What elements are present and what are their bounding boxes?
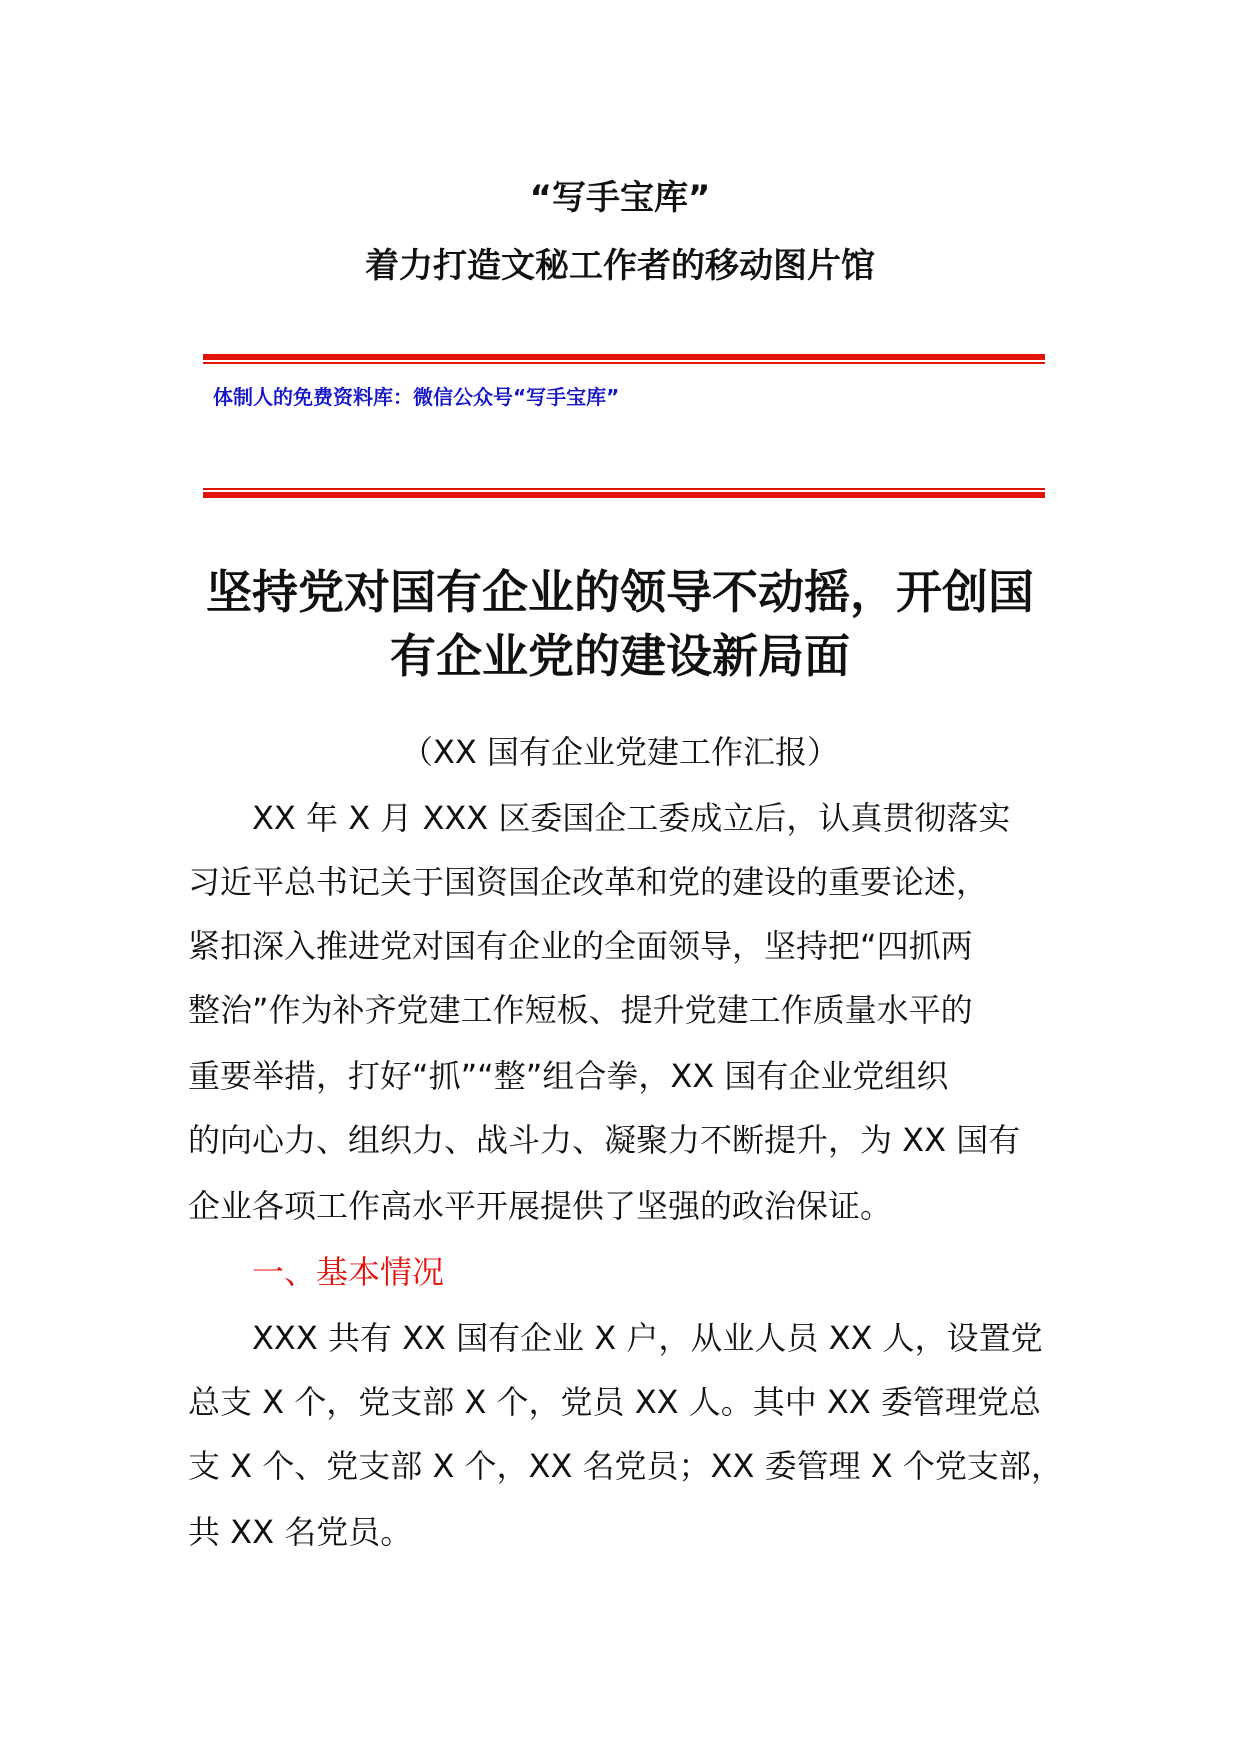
paragraph-1-line: 的向心力、组织力、战斗力、凝聚力不断提升，为 XX 国有	[188, 1121, 1021, 1159]
bottom-divider-thin	[203, 488, 1045, 490]
paragraph-1-line: 紧扣深入推进党对国有企业的全面领导，坚持把“四抓两	[188, 927, 973, 965]
paragraph-1-line: 整治”作为补齐党建工作短板、提升党建工作质量水平的	[188, 991, 973, 1029]
top-divider-thick	[203, 354, 1045, 360]
paragraph-2-line: 总支 X 个，党支部 X 个，党员 XX 人。其中 XX 委管理党总	[188, 1383, 1041, 1421]
section-heading: 一、基本情况	[252, 1253, 445, 1291]
document-title-line-2: 有企业党的建设新局面	[390, 629, 850, 683]
paragraph-1-line: 企业各项工作高水平开展提供了坚强的政治保证。	[188, 1187, 893, 1225]
paragraph-2-line: 支 X 个、党支部 X 个，XX 名党员；XX 委管理 X 个党支部，	[188, 1447, 1063, 1485]
document-title-line-1: 坚持党对国有企业的领导不动摇，开创国	[206, 565, 1034, 619]
wechat-notice: 体制人的免费资料库：微信公众号“写手宝库”	[213, 385, 620, 409]
banner-title: “写手宝库”	[529, 178, 711, 218]
top-divider-thin	[203, 362, 1045, 364]
paragraph-1-line: 重要举措，打好“抓”“整”组合拳，XX 国有企业党组织	[188, 1057, 949, 1095]
paragraph-2-line: 共 XX 名党员。	[188, 1513, 413, 1551]
bottom-divider-thick	[203, 492, 1045, 498]
paragraph-1-line: 习近平总书记关于国资国企改革和党的建设的重要论述，	[188, 863, 989, 901]
paragraph-2-line: XXX 共有 XX 国有企业 X 户，从业人员 XX 人，设置党	[252, 1319, 1043, 1357]
banner-slogan: 着力打造文秘工作者的移动图片馆	[365, 246, 875, 286]
paragraph-1-line: XX 年 X 月 XXX 区委国企工委成立后，认真贯彻落实	[252, 799, 1011, 837]
document-subtitle: （XX 国有企业党建工作汇报）	[400, 733, 840, 771]
